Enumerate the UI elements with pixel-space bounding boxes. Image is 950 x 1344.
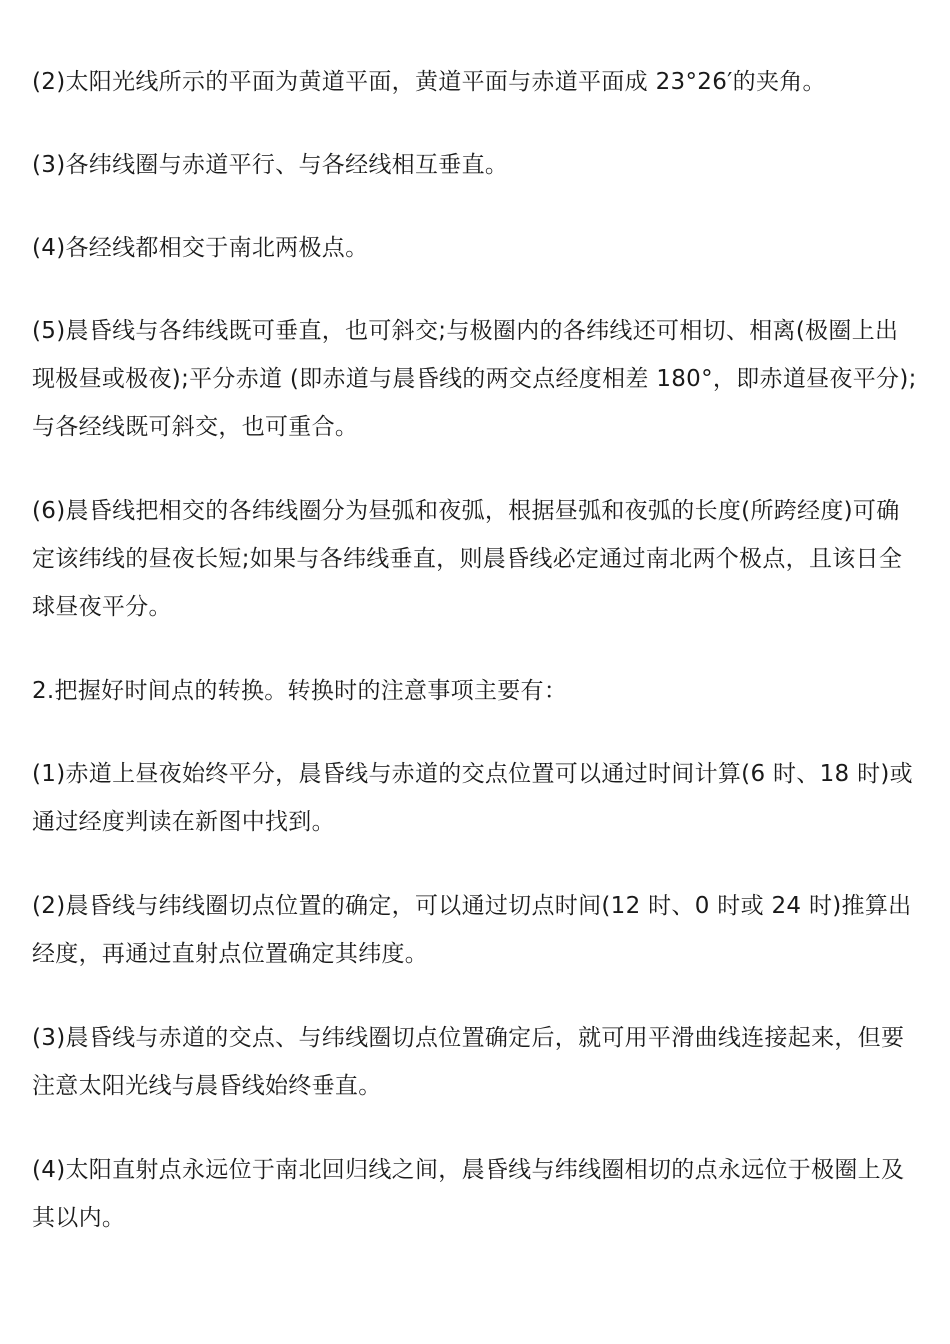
- paragraph-day-night-arcs: (6)晨昏线把相交的各纬线圈分为昼弧和夜弧，根据昼弧和夜弧的长度(所跨经度)可确定该纬线的昼夜长短;如果与各纬线垂直，则晨昏线必定通过南北两个极点，且该日全球昼夜平分。: [32, 498, 903, 620]
- document-body: [32, 58, 920, 1278]
- paragraph-subsolar-point: (4)太阳直射点永远位于南北回归线之间，晨昏线与纬线圈相切的点永远位于极圈上及其以内。: [32, 1157, 905, 1231]
- paragraph-equator-intersection: (1)赤道上昼夜始终平分，晨昏线与赤道的交点位置可以通过时间计算(6 时、18 时)或通过经度判读在新图中找到。: [32, 761, 913, 835]
- paragraph-smooth-curve: (3)晨昏线与赤道的交点、与纬线圈切点位置确定后，就可用平滑曲线连接起来，但要注意太阳光线与晨昏线始终垂直。: [32, 1025, 905, 1099]
- paragraph-latitude-circles: (3)各纬线圈与赤道平行、与各经线相互垂直。: [32, 152, 509, 178]
- paragraph-ecliptic-plane: (2)太阳光线所示的平面为黄道平面，黄道平面与赤道平面成 23°26′的夹角。: [32, 69, 826, 95]
- paragraph-meridians: (4)各经线都相交于南北两极点。: [32, 235, 369, 261]
- paragraph-time-conversion-heading: 2.把握好时间点的转换。转换时的注意事项主要有：: [32, 678, 568, 704]
- paragraph-terminator-relations: (5)晨昏线与各纬线既可垂直，也可斜交;与极圈内的各纬线还可相切、相离(极圈上出现极昼或极夜);平分赤道 (即赤道与晨昏线的两交点经度相差 180°，即赤道昼夜平分);与各经线既可斜交，也可重合。: [32, 318, 917, 440]
- paragraph-tangent-point: (2)晨昏线与纬线圈切点位置的确定，可以通过切点时间(12 时、0 时或 24 时)推算出经度，再通过直射点位置确定其纬度。: [32, 893, 912, 967]
